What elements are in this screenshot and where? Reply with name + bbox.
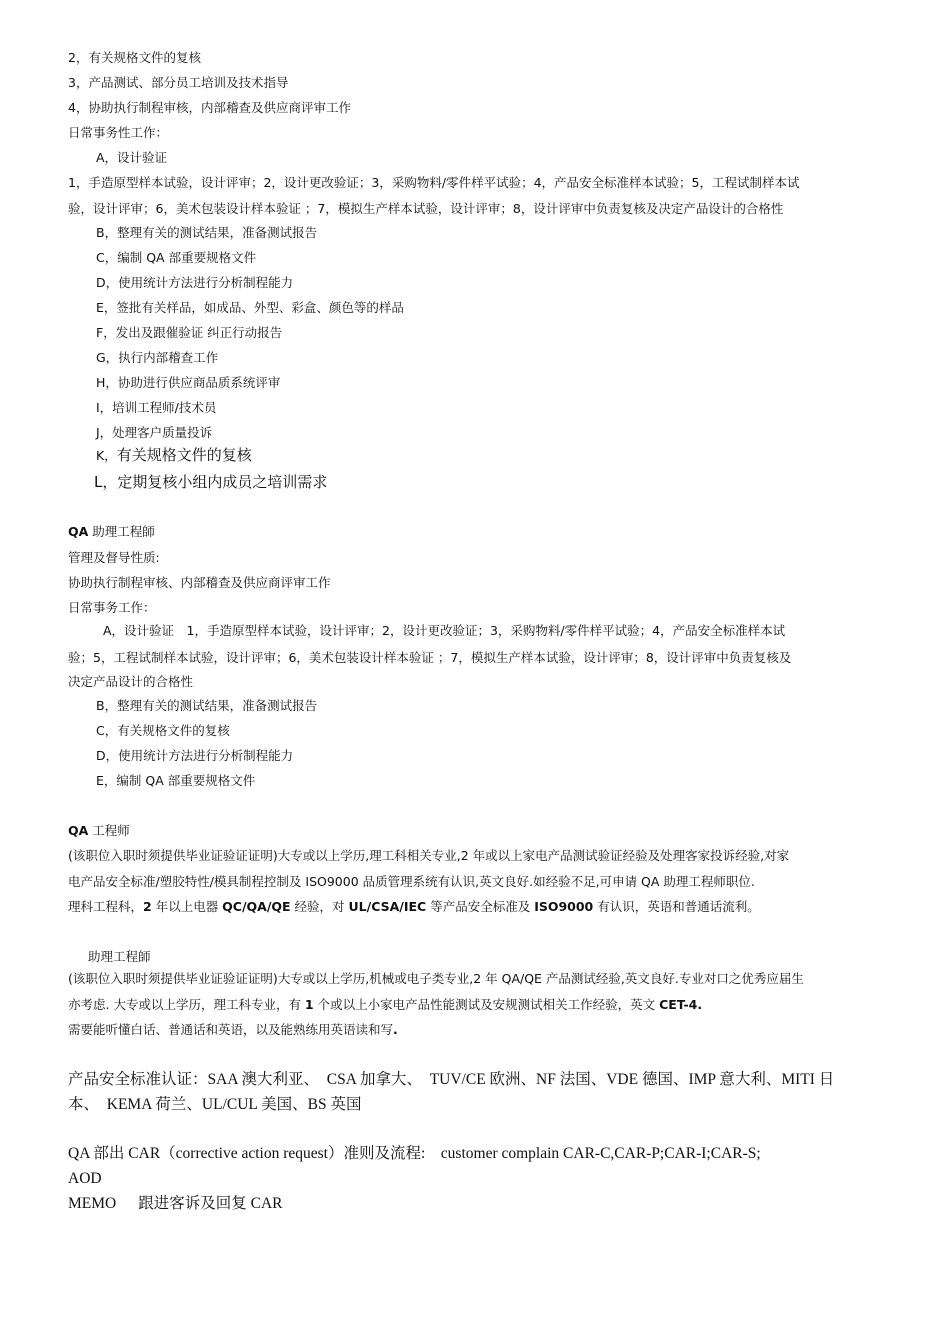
assistant-engineer-line2 [68,996,702,1014]
qa-engineer-line3-part: 经验，对 [290,899,349,914]
qa-engineer-line3-part: 年以上电器 [151,899,223,914]
qa-engineer-line1: (该职位入职时须提供毕业证验证证明)大专或以上学历,理工科相关专业,2 年或以上家电产品测试验证经验及处理客家投诉经验,对家 [68,848,790,863]
qa-assistant-mgmt: 管理及督导性质: [68,550,160,565]
qa-assistant-item-c: C，有关规格文件的复核 [96,723,230,738]
assistant-engineer-title: 助理工程師 [88,949,151,964]
assistant-engineer-line2-part: 亦考虑. 大专或以上学历，理工科专业，有 [68,997,305,1012]
item-g: G，执行内部稽查工作 [96,350,219,365]
item-e: E，签批有关样品，如成品、外型、彩盒、颜色等的样品 [96,300,404,315]
assistant-engineer-line1: (该职位入职时须提供毕业证验证证明)大专或以上学历,机械或电子类专业,2 年 QA/QE 产品测试经验,英文良好.专业对口之优秀应届生 [68,971,804,986]
top-item-4: 4，协助执行制程审核，内部稽查及供应商评审工作 [68,100,351,115]
item-j: J，处理客户质量投诉 [96,425,213,440]
item-c: C，编制 QA 部重要规格文件 [96,250,257,265]
qa-engineer-line3-bold: ISO9000 [534,899,594,914]
certifications-line2: 本、 KEMA 荷兰、UL/CUL 美国、BS 英国 [68,1096,362,1113]
item-i: I，培训工程师/技术员 [96,400,217,415]
qa-assistant-duty: 协助执行制程审核、内部稽查及供应商评审工作 [68,575,331,590]
item-k-text: 有关规格文件的复核 [116,446,252,464]
item-k [96,445,252,465]
item-l: L，定期复核小组内成员之培训需求 [94,473,328,491]
assistant-engineer-line3 [68,1021,398,1039]
car-line1: QA 部出 CAR（corrective action request）准则及流程: customer complain CAR-C,CAR-P;CAR-I;CAR-S; [68,1145,761,1162]
top-item-2: 2，有关规格文件的复核 [68,50,201,65]
daily-heading: 日常事务性工作： [68,125,169,140]
qa-engineer-line3 [68,898,760,916]
qa-engineer-line3-part: 理科工程科， [68,899,144,914]
qa-assistant-title-rest: 助理工程師 [88,524,155,539]
qa-assistant-item-e: E，编制 QA 部重要规格文件 [96,773,256,788]
qa-assistant-a-line3: 决定产品设计的合格性 [68,674,194,689]
qa-assistant-title-bold: QA [68,524,89,539]
memo-label: MEMO [68,1195,117,1212]
item-a-label: A，设计验证 [96,150,168,165]
item-h: H，协助进行供应商品质系统评审 [96,375,281,390]
assistant-engineer-line2-bold: 1 [304,997,314,1012]
assistant-engineer-line3-part: 需要能听懂白话、普通话和英语，以及能熟练用英语读和写 [68,1022,394,1037]
item-d: D，使用统计方法进行分析制程能力 [96,275,294,290]
assistant-engineer-line2-part: 个或以上小家电产品性能测试及安规测试相关工作经验，英文 [313,997,660,1012]
assistant-engineer-line3-bold: . [393,1022,398,1037]
memo-text: 跟进客诉及回复 CAR [138,1195,283,1212]
qa-engineer-title-bold: QA [68,823,89,838]
certifications-line1: 产品安全标准认证：SAA 澳大利亚、 CSA 加拿大、 TUV/CE 欧洲、NF 法国、VDE 德国、IMP 意大利、MITI 日 [68,1071,835,1088]
qa-engineer-line3-bold: QC/QA/QE [222,899,291,914]
item-b: B，整理有关的测试结果，准备测试报告 [96,225,318,240]
qa-engineer-title-rest: 工程师 [88,823,130,838]
qa-engineer-line3-part: 有认识，英语和普通话流利。 [593,899,760,914]
qa-engineer-line2: 电产品安全标准/塑胶特性/模具制程控制及 ISO9000 品质管理系统有认识,英文良好.如经验不足,可申请 QA 助理工程师职位. [68,874,755,889]
qa-engineer-line3-part: 等产品安全标准及 [426,899,535,914]
qa-assistant-a-line1: A，设计验证 1，手造原型样本试验，设计评审；2，设计更改验证；3，采购物料/零件样平试验；4，产品安全标准样本试 [103,623,786,638]
item-a-detail-2: 验，设计评审；6，美术包装设计样本验证 ；7，模拟生产样本试验，设计评审；8，设计评审中负责复核及决定产品设计的合格性 [68,201,784,216]
car-line2: AOD [68,1170,102,1187]
qa-assistant-item-d: D，使用统计方法进行分析制程能力 [96,748,294,763]
qa-engineer-title [68,822,130,840]
qa-assistant-a-line2: 验；5，工程试制样本试验，设计评审；6，美术包装设计样本验证 ；7，模拟生产样本试验，设计评审；8，设计评审中负责复核及 [68,650,792,665]
top-item-3: 3，产品测试、部分员工培训及技术指导 [68,75,289,90]
qa-engineer-line3-bold: UL/CSA/IEC [348,899,427,914]
qa-assistant-daily: 日常事务工作： [68,600,156,615]
item-f: F，发出及跟催验证 纠正行动报告 [96,325,283,340]
qa-assistant-item-b: B，整理有关的测试结果，准备测试报告 [96,698,318,713]
assistant-engineer-line2-bold: CET-4. [659,997,703,1012]
qa-engineer-line3-bold: 2 [143,899,152,914]
car-memo-line [68,1193,282,1215]
item-k-prefix: K， [96,448,117,463]
item-a-detail-1: 1，手造原型样本试验，设计评审；2，设计更改验证；3，采购物料/零件样平试验；4，产品安全标准样本试验；5，工程试制样本试 [68,175,800,190]
qa-assistant-title [68,523,155,541]
